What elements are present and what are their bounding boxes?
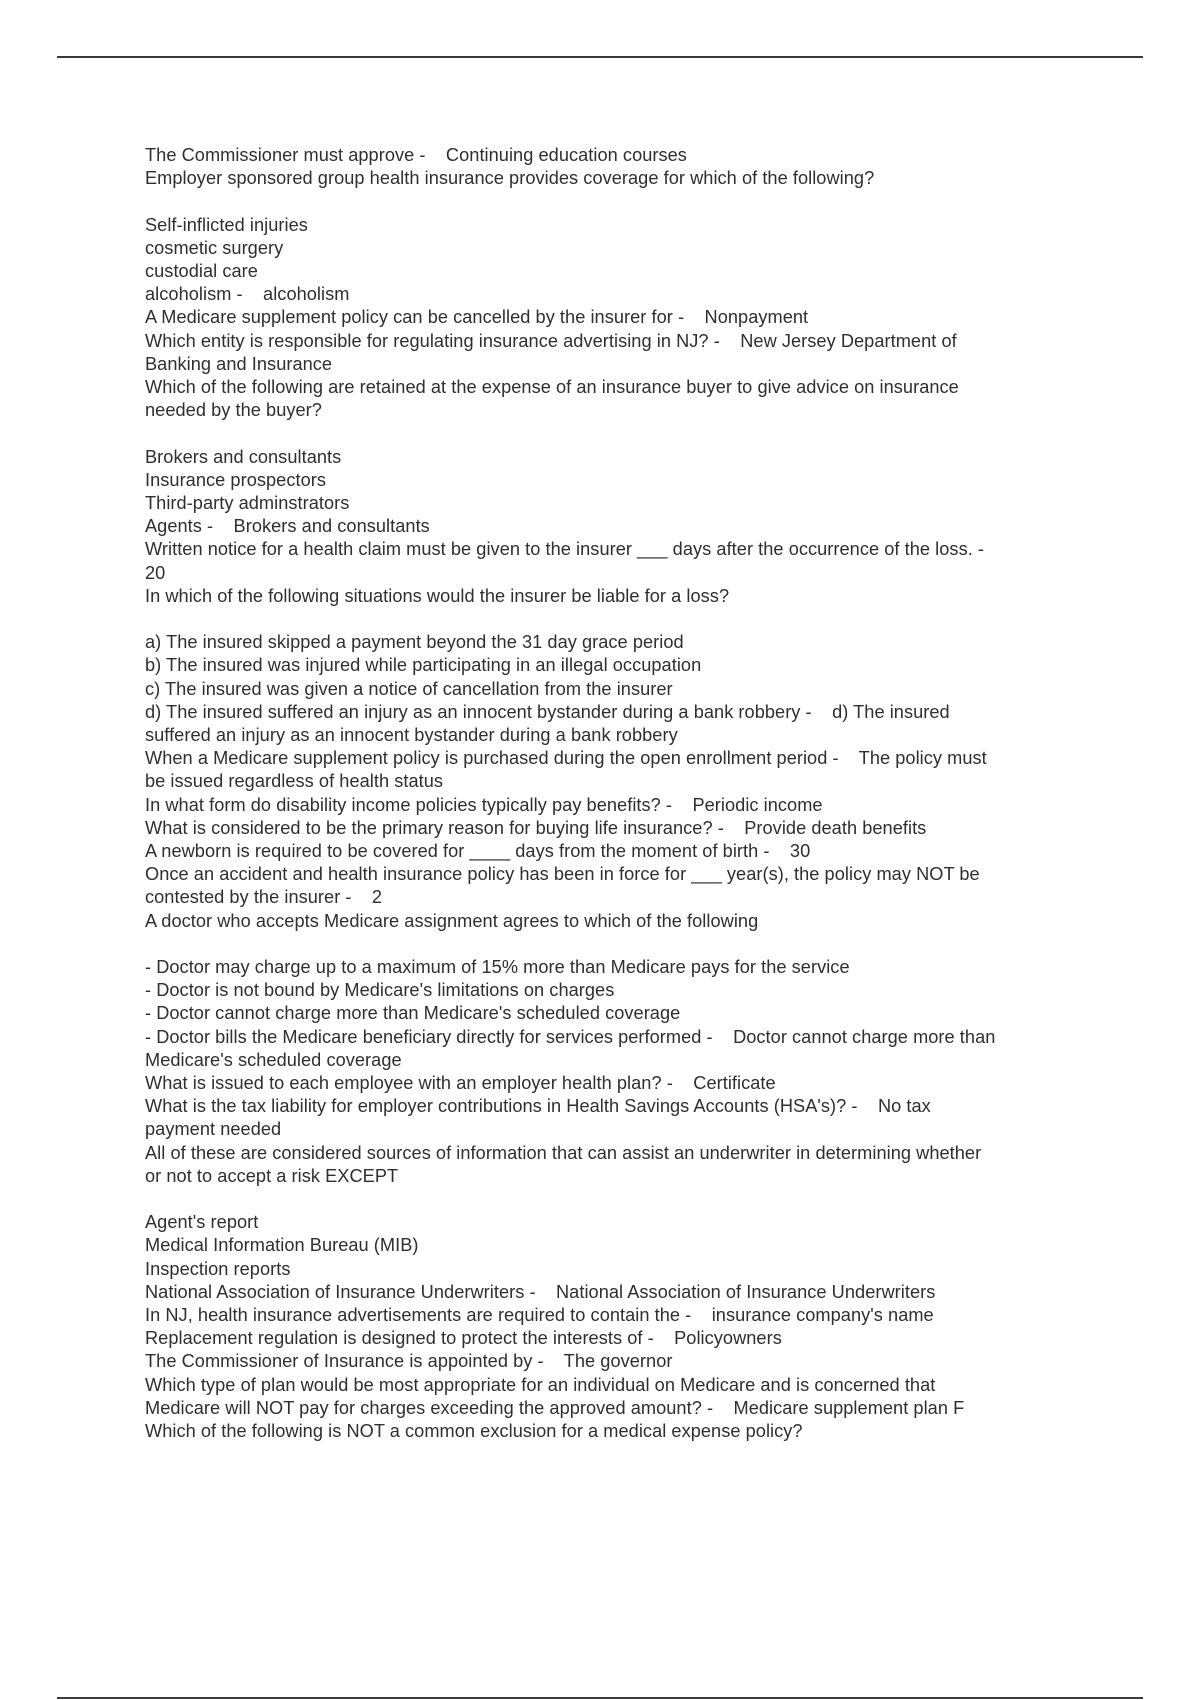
- document-line: A Medicare supplement policy can be cancelled by the insurer for - Nonpayment: [145, 307, 809, 328]
- document-line: be issued regardless of health status: [145, 771, 444, 792]
- blank-line: [145, 933, 1080, 956]
- document-line: a) The insured skipped a payment beyond the 31 day grace period: [145, 632, 684, 653]
- document-line: In NJ, health insurance advertisements are required to contain the - insurance company's name: [145, 1305, 934, 1326]
- document-line: Self-inflicted injuries: [145, 214, 308, 235]
- document-line: The Commissioner must approve - Continuing education courses: [145, 145, 687, 165]
- footer-rule: [57, 1697, 1143, 1699]
- document-line: d) The insured suffered an injury as an innocent bystander during a bank robbery - d) The insured: [145, 701, 950, 722]
- document-line: Which entity is responsible for regulating insurance advertising in NJ? - New Jersey Department of: [145, 330, 957, 351]
- document-body: [145, 144, 1080, 1443]
- document-line: 20: [145, 562, 166, 583]
- blank-line: [145, 422, 1080, 445]
- document-line: What is considered to be the primary reason for buying life insurance? - Provide death benefits: [145, 817, 927, 838]
- document-line: Medical Information Bureau (MIB): [145, 1235, 419, 1256]
- document-line: needed by the buyer?: [145, 400, 322, 421]
- document-line: - Doctor bills the Medicare beneficiary directly for services performed - Doctor cannot charge more than: [145, 1026, 996, 1047]
- document-line: b) The insured was injured while participating in an illegal occupation: [145, 655, 702, 676]
- document-line: - Doctor may charge up to a maximum of 15% more than Medicare pays for the service: [145, 957, 850, 978]
- document-line: Medicare will NOT pay for charges exceeding the approved amount? - Medicare supplement plan F: [145, 1397, 965, 1418]
- document-line: Insurance prospectors: [145, 469, 326, 490]
- document-line: - Doctor is not bound by Medicare's limitations on charges: [145, 980, 615, 1001]
- document-line: contested by the insurer - 2: [145, 887, 383, 908]
- document-line: A newborn is required to be covered for ____ days from the moment of birth - 30: [145, 841, 811, 862]
- blank-line: [145, 608, 1080, 631]
- document-line: Medicare's scheduled coverage: [145, 1049, 402, 1070]
- document-line: What is issued to each employee with an employer health plan? - Certificate: [145, 1073, 776, 1094]
- document-line: Inspection reports: [145, 1258, 291, 1279]
- document-line: Brokers and consultants: [145, 446, 342, 467]
- document-line: Which type of plan would be most appropriate for an individual on Medicare and is concerned that: [145, 1374, 936, 1395]
- document-line: A doctor who accepts Medicare assignment agrees to which of the following: [145, 910, 759, 931]
- document-line: When a Medicare supplement policy is purchased during the open enrollment period - The policy must: [145, 748, 987, 769]
- document-line: suffered an injury as an innocent bystander during a bank robbery: [145, 725, 678, 746]
- document-line: In which of the following situations would the insurer be liable for a loss?: [145, 585, 730, 606]
- document-line: Employer sponsored group health insurance provides coverage for which of the following?: [145, 168, 875, 189]
- document-line: Which of the following is NOT a common exclusion for a medical expense policy?: [145, 1421, 803, 1442]
- header-rule: [57, 56, 1143, 58]
- document-line: or not to accept a risk EXCEPT: [145, 1165, 399, 1186]
- document-line: - Doctor cannot charge more than Medicare's scheduled coverage: [145, 1003, 681, 1024]
- blank-line: [145, 190, 1080, 213]
- document-line: cosmetic surgery: [145, 237, 284, 258]
- document-line: c) The insured was given a notice of cancellation from the insurer: [145, 678, 673, 699]
- document-line: Third-party adminstrators: [145, 493, 350, 514]
- document-line: Written notice for a health claim must be given to the insurer ___ days after the occurrence of the loss. -: [145, 539, 985, 560]
- document-line: alcoholism - alcoholism: [145, 284, 350, 305]
- document-line: Once an accident and health insurance policy has been in force for ___ year(s), the policy may NOT be: [145, 864, 980, 885]
- document-line: Which of the following are retained at the expense of an insurance buyer to give advice on insurance: [145, 377, 959, 398]
- document-line: What is the tax liability for employer contributions in Health Savings Accounts (HSA's)? - No tax: [145, 1096, 931, 1117]
- document-line: Banking and Insurance: [145, 353, 333, 374]
- document-line: In what form do disability income policies typically pay benefits? - Periodic income: [145, 794, 823, 815]
- document-line: Agents - Brokers and consultants: [145, 516, 430, 537]
- document-line: The Commissioner of Insurance is appointed by - The governor: [145, 1351, 673, 1372]
- document-line: Replacement regulation is designed to protect the interests of - Policyowners: [145, 1328, 782, 1349]
- document-line: payment needed: [145, 1119, 282, 1140]
- document-line: National Association of Insurance Underwriters - National Association of Insurance Underwriters: [145, 1281, 936, 1302]
- document-line: custodial care: [145, 261, 258, 281]
- document-line: All of these are considered sources of information that can assist an underwriter in determining whether: [145, 1142, 982, 1163]
- blank-line: [145, 1188, 1080, 1211]
- document-line: Agent's report: [145, 1212, 259, 1233]
